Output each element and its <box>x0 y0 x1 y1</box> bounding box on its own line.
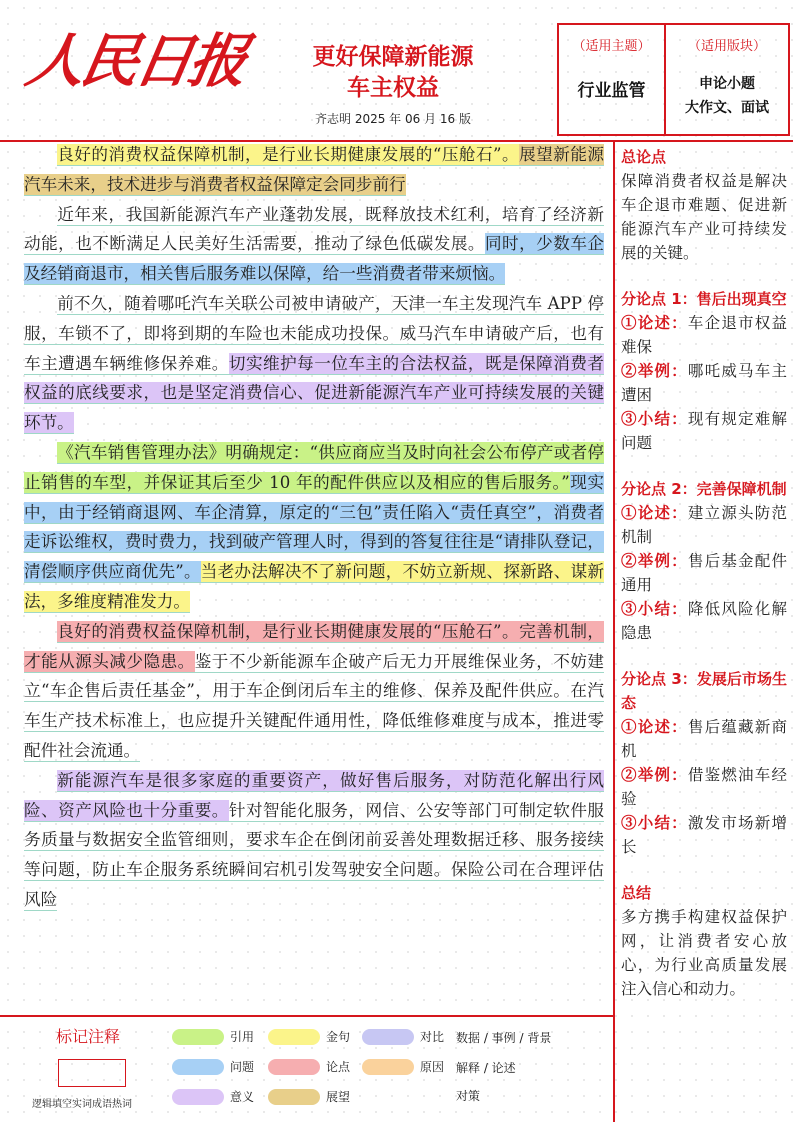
outline-item-marker: ①论述： <box>621 313 688 332</box>
theme-label: （适用主题） <box>572 39 651 54</box>
text-segment: 新能源汽车是很多家庭的重要资产，做好售后服务，对防范化解出行风险、资产风险也十分重要。 <box>24 770 604 820</box>
legend-contrast-swatch <box>362 1029 414 1045</box>
text-segment: 良好的消费权益保障机制，是行业长期健康发展的“压舱石”。 <box>57 145 520 164</box>
outline-item-marker: ③小结： <box>621 599 688 618</box>
text-segment: 近年来，我国新能源汽车产业蓬勃发展，既释放技术红利，培育了经济新动能，也不断满足人民美好生活需要，推动了绿色低碳发展。 <box>24 204 604 254</box>
legend-quote-label: 引用 <box>230 1030 255 1044</box>
sub-argument-1 <box>621 287 787 455</box>
conclusion-text: 多方携手构建权益保护网，让消费者安心放心，为行业高质量发展注入信心和动力。 <box>621 908 787 998</box>
outline-item <box>621 549 787 597</box>
paragraph-2 <box>24 200 604 289</box>
sub-argument-2-items <box>621 501 787 645</box>
sub-argument-3-heading: 分论点 3：发展后市场生态 <box>621 670 787 712</box>
outline-item-marker: ②举例： <box>621 551 688 570</box>
outline-item <box>621 359 787 407</box>
text-segment: 同时，少数车企及经销商退市，相关售后服务难以保障，给一些消费者带来烦恼。 <box>24 234 604 284</box>
theme-box <box>557 23 666 136</box>
sub-argument-2-heading: 分论点 2：完善保障机制 <box>621 480 787 498</box>
legend-title: 标记注释 <box>56 1027 121 1046</box>
sub-argument-3 <box>621 667 787 859</box>
section-label: （适用版块） <box>687 39 766 54</box>
article-body <box>24 140 604 1010</box>
outline-item <box>621 311 787 359</box>
legend-argument-swatch <box>268 1059 320 1075</box>
paragraph-1 <box>24 140 604 200</box>
outline-item-text: 降低风险化解隐患 <box>621 600 787 642</box>
text-segment: 针对智能化服务，网信、公安等部门可制定软件服务质量与数据安全监管细则，要求车企在倒闭前妥善处理数据迁移、服务接续等问题，防止车企服务系统瞬间宕机引发驾驶安全问题。保险公司在合理评估风险 <box>24 800 604 909</box>
outline-item <box>621 715 787 763</box>
outline-item <box>621 811 787 859</box>
sub-argument-1-heading: 分论点 1：售后出现真空 <box>621 290 787 308</box>
theme-value: 行业监管 <box>577 81 646 101</box>
title-line-1: 更好保障新能源 <box>312 44 474 70</box>
article-title <box>268 42 518 104</box>
newspaper-logo: 人民日报 <box>21 27 250 95</box>
legend-argument <box>268 1058 350 1075</box>
text-segment: 切实维护每一位车主的合法权益，既是保障消费者权益的底线要求，也是坚定消费信心、促进新能源汽车产业可持续发展的关键环节。 <box>24 353 604 433</box>
legend-quote <box>172 1028 254 1045</box>
byline: 齐志明 2025 年 06 月 16 版 <box>315 112 471 126</box>
sub-argument-3-items <box>621 715 787 859</box>
legend-meaning-swatch <box>172 1089 224 1105</box>
legend-footnote: 逻辑填空实词成语热词 <box>32 1099 132 1110</box>
outline-item-text: 售后蕴藏新商机 <box>621 718 787 760</box>
outline-item-text: 建立源头防范机制 <box>621 504 787 546</box>
outline-item-marker: ③小结： <box>621 813 688 832</box>
sub-argument-1-items <box>621 311 787 455</box>
legend-reason <box>362 1058 444 1075</box>
outline-item-marker: ①论述： <box>621 503 688 522</box>
sub-argument-2 <box>621 477 787 645</box>
paragraph-3 <box>24 289 604 438</box>
legend-contrast-label: 对比 <box>420 1030 445 1044</box>
legend-note-measure: 对策 <box>456 1089 481 1103</box>
legend-problem <box>172 1058 254 1075</box>
outline-item <box>621 501 787 549</box>
legend-argument-label: 论点 <box>326 1060 351 1074</box>
outline-item-marker: ②举例： <box>621 765 688 784</box>
outline-item-text: 哪吒威马车主遭困 <box>621 362 787 404</box>
outline-item-marker: ②举例： <box>621 361 688 380</box>
outline-item <box>621 763 787 811</box>
legend-meaning-label: 意义 <box>230 1090 255 1104</box>
legend-divider <box>0 1015 613 1017</box>
summary-text: 保障消费者权益是解决车企退市难题、促进新能源汽车产业可持续发展的关键。 <box>621 172 787 262</box>
section-value-2: 大作文、面试 <box>685 100 769 116</box>
legend-reason-swatch <box>362 1059 414 1075</box>
legend-note-explain: 解释 / 论述 <box>456 1061 516 1075</box>
section-value <box>666 72 788 120</box>
title-line-2: 车主权益 <box>347 75 439 101</box>
legend-outlook <box>268 1088 350 1105</box>
section-value-1: 申论小题 <box>699 76 755 92</box>
legend-meaning <box>172 1088 254 1105</box>
legend-problem-label: 问题 <box>230 1060 255 1074</box>
outline-item-text: 激发市场新增长 <box>621 814 787 856</box>
legend-problem-swatch <box>172 1059 224 1075</box>
legend-outlook-label: 展望 <box>326 1090 351 1104</box>
summary-heading: 总论点 <box>621 148 667 166</box>
outline-item-text: 售后基金配件通用 <box>621 552 787 594</box>
column-divider <box>613 140 615 1122</box>
legend-note-data: 数据 / 事例 / 背景 <box>456 1031 552 1045</box>
outline-item-text: 车企退市权益难保 <box>621 314 787 356</box>
conclusion-heading: 总结 <box>621 884 652 902</box>
legend-contrast <box>362 1028 444 1045</box>
text-segment: 前不久，随着哪吒汽车关联公司被申请破产，天津一车主发现汽车 APP 停服，车锁不了，即将到期的车险也未能成功投保。威马汽车申请破产后，也有车主遭遇车辆维修保养难。 <box>24 293 604 373</box>
legend-quote-swatch <box>172 1029 224 1045</box>
text-segment: 鉴于不少新能源车企破产后无力开展维保业务，不妨建立“车企售后责任基金”，用于车企倒闭后车主的维修、保养及配件供应。在汽车生产技术标准上，也应提升关键配件通用性，降低维修难度与成本，推进零配件社会流通。 <box>24 651 604 760</box>
text-segment: 良好的消费权益保障机制，是行业长期健康发展的“压舱石”。完善机制，才能从源头减少隐患。 <box>24 621 604 671</box>
text-segment: 现实中，由于经销商退网、车企清算，原定的“三包”责任陷入“责任真空”，消费者走诉讼维权，费时费力，找到破产管理人时，得到的答复往往是“请排队登记，清偿顺序供应商优先”。 <box>24 472 604 582</box>
paragraph-6 <box>24 766 604 915</box>
legend-golden-swatch <box>268 1029 320 1045</box>
outline-item-text: 现有规定难解问题 <box>621 410 787 452</box>
paragraph-4 <box>24 438 604 617</box>
section-box <box>666 23 790 136</box>
outline-sidebar <box>621 145 787 1023</box>
legend-reason-label: 原因 <box>420 1060 445 1074</box>
outline-item <box>621 407 787 455</box>
outline-item-marker: ③小结： <box>621 409 688 428</box>
legend-golden-label: 金句 <box>326 1030 351 1044</box>
legend-golden <box>268 1028 350 1045</box>
text-segment: 《汽车销售管理办法》明确规定：“供应商应当及时向社会公布停产或者停止销售的车型，并保证其后至少 10 年的配件供应以及相应的售后服务。” <box>24 442 604 492</box>
outline-item-text: 借鉴燃油车经验 <box>621 766 787 808</box>
text-segment: 当老办法解决不了新问题，不妨立新规、探新路、谋新法，多维度精准发力。 <box>24 562 604 611</box>
outline-item <box>621 597 787 645</box>
outline-item-marker: ①论述： <box>621 717 688 736</box>
paragraph-5 <box>24 617 604 766</box>
legend-sample-box <box>58 1059 126 1087</box>
legend-outlook-swatch <box>268 1089 320 1105</box>
text-segment: 展望新能源汽车未来，技术进步与消费者权益保障定会同步前行 <box>24 145 604 194</box>
